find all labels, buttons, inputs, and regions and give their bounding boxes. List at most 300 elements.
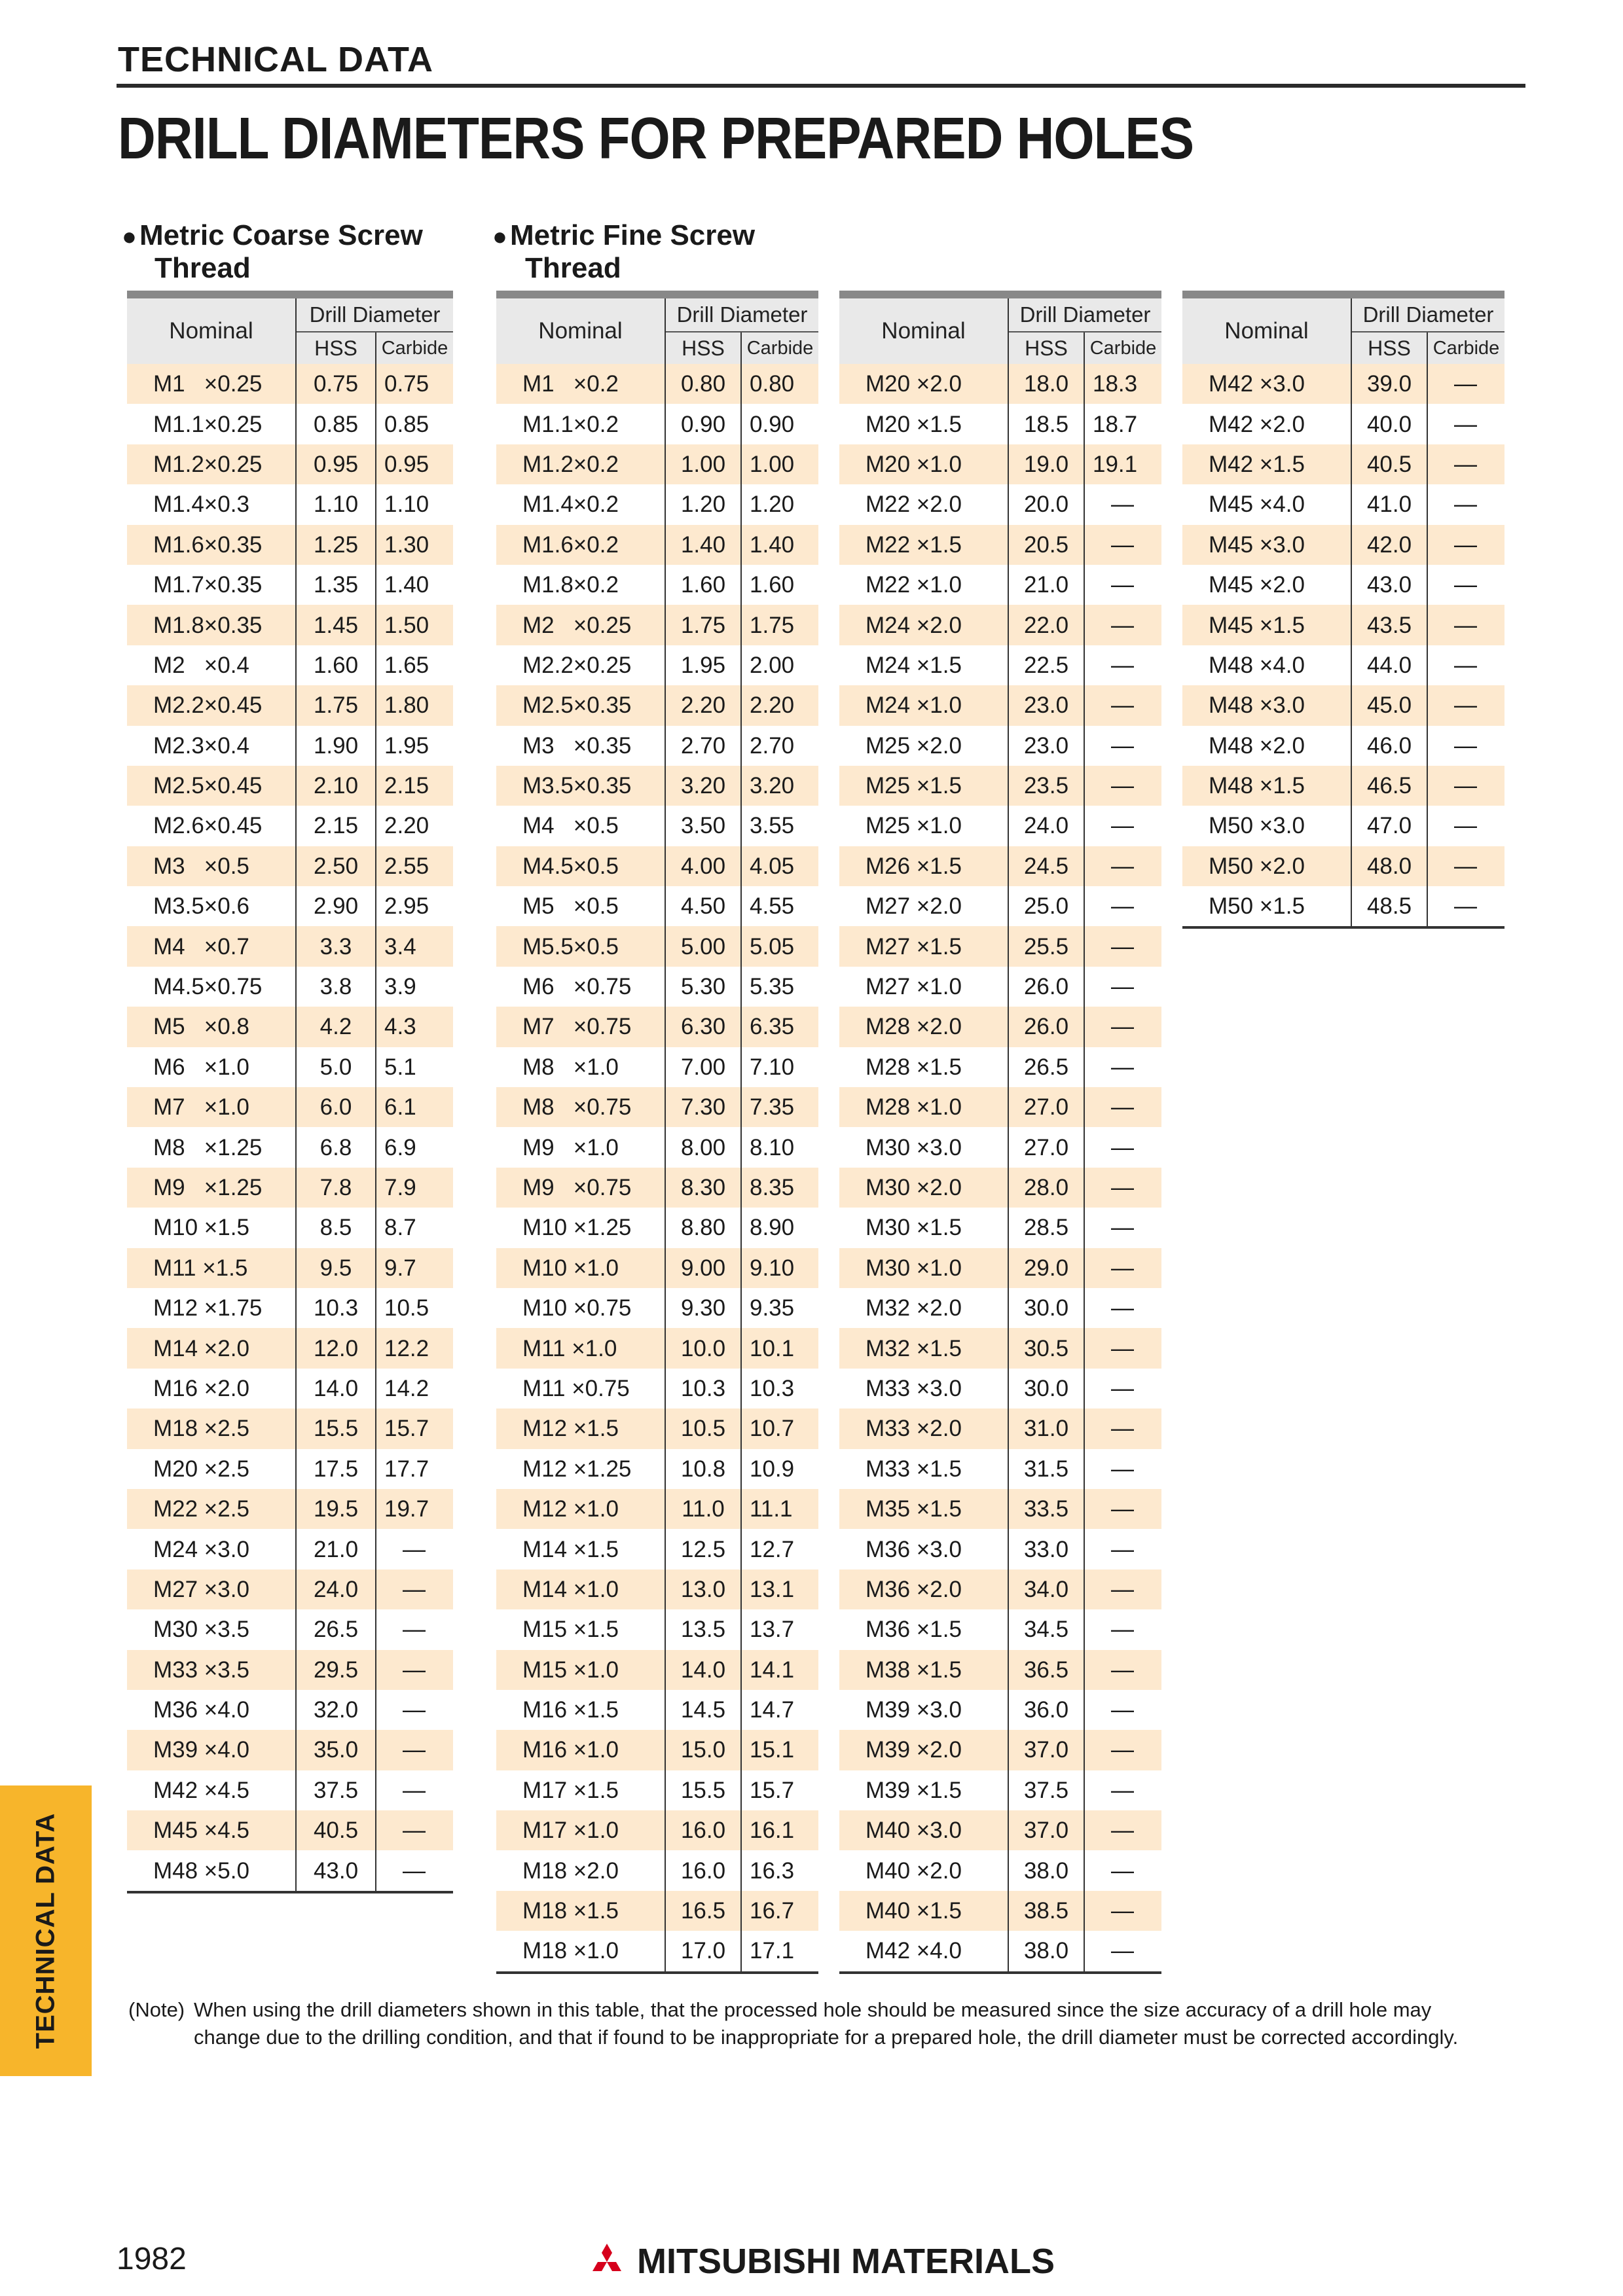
cell-carbide: — [1084, 1690, 1161, 1730]
col-header-nominal: Nominal [496, 295, 665, 364]
cell-hss: 15.5 [665, 1770, 741, 1810]
cell-hss: 10.5 [665, 1408, 741, 1448]
cell-carbide: — [1084, 1288, 1161, 1328]
cell-carbide: 1.30 [376, 525, 453, 565]
table-row [839, 605, 1161, 645]
cell-carbide: — [1084, 1087, 1161, 1127]
table-row [496, 1127, 818, 1167]
cell-carbide: — [1084, 846, 1161, 886]
cell-hss: 3.50 [665, 806, 741, 846]
cell-nominal: M45 ×4.5 [127, 1810, 296, 1850]
cell-nominal: M40 ×1.5 [839, 1891, 1008, 1931]
cell-carbide: 7.10 [741, 1047, 818, 1087]
table-row [127, 1127, 453, 1167]
cell-carbide: 5.1 [376, 1047, 453, 1087]
cell-hss: 24.0 [1008, 806, 1084, 846]
table-row [839, 1047, 1161, 1087]
cell-carbide: — [1427, 645, 1504, 685]
cell-nominal: M39 ×2.0 [839, 1730, 1008, 1770]
cell-nominal: M27 ×1.0 [866, 974, 962, 1000]
cell-nominal: M12 ×1.0 [496, 1489, 665, 1529]
cell-carbide: — [1427, 605, 1504, 645]
cell-hss: 17.5 [296, 1449, 376, 1489]
cell-carbide: 2.00 [741, 645, 818, 685]
col-header-carbide: Carbide [741, 332, 818, 364]
cell-hss: 25.0 [1008, 886, 1084, 926]
table-row [1182, 525, 1504, 565]
cell-carbide: 5.35 [741, 967, 818, 1007]
table-row [127, 1087, 453, 1127]
cell-hss: 8.80 [665, 1208, 741, 1247]
cell-hss: 5.0 [296, 1047, 376, 1087]
cell-nominal: M48 ×3.0 [1182, 685, 1351, 725]
cell-hss: 30.0 [1008, 1288, 1084, 1328]
cell-nominal: M48 ×5.0 [127, 1850, 296, 1892]
cell-hss: 26.5 [296, 1609, 376, 1649]
cell-carbide: — [1084, 1369, 1161, 1408]
cell-nominal: M1.4×0.3 [153, 492, 249, 518]
cell-nominal: M50 ×1.5 [1182, 886, 1351, 927]
cell-hss: 9.00 [665, 1248, 741, 1288]
cell-carbide: — [1084, 1609, 1161, 1649]
cell-nominal: M32 ×2.0 [866, 1295, 962, 1321]
cell-hss: 14.0 [296, 1369, 376, 1408]
cell-carbide: 0.80 [741, 364, 818, 404]
cell-nominal: M39 ×1.5 [866, 1777, 962, 1803]
table-row [839, 1810, 1161, 1850]
cell-nominal: M27 ×2.0 [866, 893, 962, 920]
cell-carbide: 11.1 [741, 1489, 818, 1529]
table-row [1182, 404, 1504, 444]
cell-nominal: M16 ×1.0 [496, 1730, 665, 1770]
cell-nominal: M30 ×1.5 [866, 1215, 962, 1241]
cell-hss: 26.0 [1008, 1007, 1084, 1047]
cell-nominal: M36 ×3.0 [866, 1536, 962, 1562]
cell-carbide: 6.9 [376, 1127, 453, 1167]
table-row [1182, 846, 1504, 886]
cell-nominal: M42 ×4.5 [153, 1777, 249, 1803]
header-rule [117, 84, 1525, 88]
cell-carbide: 2.15 [376, 766, 453, 806]
cell-nominal: M1.8×0.2 [522, 572, 619, 598]
cell-hss: 0.95 [296, 444, 376, 484]
table-row [496, 846, 818, 886]
cell-carbide: 10.9 [741, 1449, 818, 1489]
cell-nominal: M1.1×0.2 [522, 411, 619, 437]
cell-carbide: — [376, 1529, 453, 1569]
cell-nominal: M24 ×1.5 [866, 652, 962, 678]
cell-nominal: M30 ×3.5 [153, 1617, 249, 1643]
cell-nominal: M16 ×2.0 [153, 1375, 249, 1401]
cell-hss: 19.5 [296, 1489, 376, 1529]
cell-nominal: M33 ×3.5 [127, 1650, 296, 1690]
cell-carbide: 18.7 [1084, 404, 1161, 444]
cell-nominal: M42 ×1.5 [1182, 444, 1351, 484]
cell-hss: 32.0 [296, 1690, 376, 1730]
cell-nominal: M28 ×1.0 [839, 1087, 1008, 1127]
cell-hss: 14.0 [665, 1650, 741, 1690]
table-row [1182, 364, 1504, 404]
cell-nominal: M4 ×0.5 [522, 813, 619, 839]
table-row [496, 605, 818, 645]
cell-carbide: — [376, 1810, 453, 1850]
side-tab [0, 1785, 92, 2076]
cell-hss: 7.00 [665, 1047, 741, 1087]
table-row [839, 1007, 1161, 1047]
table-row [496, 806, 818, 846]
table-row [839, 444, 1161, 484]
cell-hss: 1.60 [296, 645, 376, 685]
cell-carbide: 0.85 [376, 404, 453, 444]
table-row [1182, 565, 1504, 605]
table-row [839, 484, 1161, 524]
cell-nominal: M1.7×0.35 [153, 572, 263, 598]
cell-hss: 27.0 [1008, 1127, 1084, 1167]
cell-carbide: — [1084, 685, 1161, 725]
table-row [496, 1369, 818, 1408]
cell-nominal: M30 ×2.0 [839, 1168, 1008, 1208]
cell-carbide: — [1084, 1328, 1161, 1368]
cell-carbide: — [1084, 1248, 1161, 1288]
fine-thread-table-1 [496, 291, 818, 1974]
table-row [127, 1650, 453, 1690]
fine-thread-table-3 [1182, 291, 1504, 929]
side-tab-label: TECHNICAL DATA [31, 1812, 60, 2049]
cell-nominal: M10 ×1.25 [522, 1215, 632, 1241]
cell-carbide: 16.1 [741, 1810, 818, 1850]
cell-carbide: 8.10 [741, 1127, 818, 1167]
table-row [496, 1570, 818, 1609]
table-row [127, 926, 453, 966]
table-row [496, 444, 818, 484]
table-row [496, 1730, 818, 1770]
table-row [127, 1449, 453, 1489]
cell-nominal: M18 ×2.5 [127, 1408, 296, 1448]
table-row [839, 1449, 1161, 1489]
cell-hss: 0.85 [296, 404, 376, 444]
cell-hss: 3.20 [665, 766, 741, 806]
table-row [839, 364, 1161, 404]
table-row [127, 645, 453, 685]
table-row [127, 846, 453, 886]
cell-hss: 38.0 [1008, 1850, 1084, 1890]
cell-carbide: 3.20 [741, 766, 818, 806]
table-row [127, 1730, 453, 1770]
cell-nominal: M48 ×1.5 [1182, 766, 1351, 806]
cell-carbide: — [1427, 806, 1504, 846]
cell-nominal: M38 ×1.5 [839, 1650, 1008, 1690]
cell-hss: 16.0 [665, 1810, 741, 1850]
cell-nominal: M9 ×1.0 [522, 1134, 619, 1160]
cell-carbide: — [1084, 1650, 1161, 1690]
fine-thread-table-2 [839, 291, 1161, 1974]
table-row [839, 1730, 1161, 1770]
cell-hss: 1.45 [296, 605, 376, 645]
coarse-thread-heading: ●Metric Coarse Screw Thread [122, 219, 423, 284]
cell-carbide: 13.7 [741, 1609, 818, 1649]
cell-nominal: M28 ×1.5 [866, 1054, 962, 1080]
cell-nominal: M10 ×0.75 [522, 1295, 632, 1321]
cell-nominal: M22 ×1.0 [866, 572, 962, 598]
cell-carbide: 19.7 [376, 1489, 453, 1529]
cell-carbide: 15.7 [376, 1408, 453, 1448]
col-header-drill-diameter: Drill Diameter [296, 295, 453, 332]
cell-carbide: 2.95 [376, 886, 453, 926]
table-row [496, 1288, 818, 1328]
cell-carbide: — [1084, 926, 1161, 966]
cell-carbide: — [376, 1770, 453, 1810]
cell-hss: 10.3 [665, 1369, 741, 1408]
cell-nominal: M9 ×0.75 [496, 1168, 665, 1208]
table-row [839, 1609, 1161, 1649]
cell-nominal: M7 ×1.0 [127, 1087, 296, 1127]
cell-hss: 43.0 [296, 1850, 376, 1892]
table-row [1182, 806, 1504, 846]
cell-hss: 18.0 [1008, 364, 1084, 404]
cell-carbide: — [1084, 1931, 1161, 1972]
table-row [839, 1087, 1161, 1127]
cell-hss: 8.30 [665, 1168, 741, 1208]
cell-nominal: M30 ×3.0 [866, 1134, 962, 1160]
table-row [496, 1489, 818, 1529]
cell-hss: 5.00 [665, 926, 741, 966]
col-header-carbide: Carbide [1084, 332, 1161, 364]
cell-hss: 29.5 [296, 1650, 376, 1690]
cell-nominal: M22 ×2.0 [866, 492, 962, 518]
table-row [496, 565, 818, 605]
cell-nominal: M10 ×1.5 [153, 1215, 249, 1241]
cell-carbide: 0.75 [376, 364, 453, 404]
cell-nominal: M33 ×1.5 [866, 1456, 962, 1482]
bullet-icon: ● [122, 223, 137, 251]
cell-carbide: — [1084, 1408, 1161, 1448]
cell-hss: 29.0 [1008, 1248, 1084, 1288]
cell-carbide: — [376, 1730, 453, 1770]
table-row [1182, 605, 1504, 645]
cell-nominal: M4.5×0.5 [496, 846, 665, 886]
cell-carbide: — [1427, 766, 1504, 806]
cell-hss: 37.0 [1008, 1810, 1084, 1850]
cell-nominal: M3.5×0.35 [496, 766, 665, 806]
cell-nominal: M27 ×1.5 [839, 926, 1008, 966]
table-row [839, 404, 1161, 444]
cell-nominal: M50 ×3.0 [1209, 813, 1305, 839]
cell-nominal: M30 ×1.0 [839, 1248, 1008, 1288]
cell-hss: 6.30 [665, 1007, 741, 1047]
cell-nominal: M5.5×0.5 [496, 926, 665, 966]
table-row [496, 1208, 818, 1247]
table-row [127, 886, 453, 926]
cell-hss: 26.0 [1008, 967, 1084, 1007]
cell-hss: 40.0 [1351, 404, 1427, 444]
col-header-drill-diameter: Drill Diameter [1008, 295, 1161, 332]
cell-hss: 1.25 [296, 525, 376, 565]
cell-carbide: — [1427, 404, 1504, 444]
table-row [496, 1891, 818, 1931]
cell-carbide: 1.95 [376, 726, 453, 766]
cell-hss: 39.0 [1351, 364, 1427, 404]
cell-nominal: M42 ×4.0 [839, 1931, 1008, 1972]
table-row [496, 967, 818, 1007]
cell-hss: 4.2 [296, 1007, 376, 1047]
cell-carbide: 1.40 [741, 525, 818, 565]
cell-hss: 8.00 [665, 1127, 741, 1167]
note-text: When using the drill diameters shown in this table, that the processed hole should be measured since the size accuracy of a drill hole may change due to the drilling condition, and that if found to be inappropriate for a prepared hole, the drill diameter must be corrected accordingly. [194, 1998, 1459, 2049]
cell-carbide: 9.7 [376, 1248, 453, 1288]
cell-hss: 42.0 [1351, 525, 1427, 565]
table-row [1182, 645, 1504, 685]
table-row [839, 1369, 1161, 1408]
cell-carbide: — [1084, 1449, 1161, 1489]
table-row [127, 1248, 453, 1288]
cell-nominal: M4.5×0.75 [153, 974, 263, 1000]
cell-hss: 2.20 [665, 685, 741, 725]
cell-carbide: 8.35 [741, 1168, 818, 1208]
cell-hss: 12.5 [665, 1529, 741, 1569]
cell-hss: 17.0 [665, 1931, 741, 1972]
table-row [839, 1408, 1161, 1448]
table-row [839, 1208, 1161, 1247]
cell-carbide: — [376, 1609, 453, 1649]
cell-carbide: — [1084, 1850, 1161, 1890]
cell-hss: 46.5 [1351, 766, 1427, 806]
cell-carbide: 2.20 [741, 685, 818, 725]
cell-nominal: M1 ×0.25 [127, 364, 296, 404]
cell-hss: 2.70 [665, 726, 741, 766]
cell-hss: 3.3 [296, 926, 376, 966]
table-row [127, 1208, 453, 1247]
table-row [1182, 444, 1504, 484]
cell-hss: 10.3 [296, 1288, 376, 1328]
cell-hss: 0.80 [665, 364, 741, 404]
table-row [839, 1168, 1161, 1208]
cell-hss: 33.5 [1008, 1489, 1084, 1529]
cell-hss: 13.0 [665, 1570, 741, 1609]
table-row [127, 1770, 453, 1810]
table-row [127, 685, 453, 725]
cell-hss: 3.8 [296, 967, 376, 1007]
table-row [839, 1529, 1161, 1569]
cell-nominal: M5 ×0.8 [127, 1007, 296, 1047]
cell-carbide: 5.05 [741, 926, 818, 966]
cell-nominal: M1.8×0.35 [127, 605, 296, 645]
cell-nominal: M2.3×0.4 [153, 732, 249, 759]
cell-carbide: 14.7 [741, 1690, 818, 1730]
cell-carbide: 1.10 [376, 484, 453, 524]
cell-nominal: M6 ×0.75 [522, 974, 632, 1000]
cell-hss: 2.90 [296, 886, 376, 926]
cell-hss: 44.0 [1351, 645, 1427, 685]
cell-carbide: — [1427, 886, 1504, 927]
cell-hss: 1.10 [296, 484, 376, 524]
table-row [496, 726, 818, 766]
cell-hss: 38.0 [1008, 1931, 1084, 1972]
cell-hss: 40.5 [1351, 444, 1427, 484]
cell-hss: 37.5 [296, 1770, 376, 1810]
cell-carbide: 1.60 [741, 565, 818, 605]
cell-hss: 18.5 [1008, 404, 1084, 444]
cell-hss: 1.95 [665, 645, 741, 685]
cell-carbide: — [1084, 565, 1161, 605]
col-header-carbide: Carbide [376, 332, 453, 364]
table-row [839, 1328, 1161, 1368]
table-row [839, 1288, 1161, 1328]
table-row [839, 685, 1161, 725]
table-row [127, 766, 453, 806]
table-row [839, 1850, 1161, 1890]
cell-nominal: M17 ×1.0 [496, 1810, 665, 1850]
table-row [496, 525, 818, 565]
cell-carbide: 8.7 [376, 1208, 453, 1247]
cell-hss: 38.5 [1008, 1891, 1084, 1931]
cell-hss: 35.0 [296, 1730, 376, 1770]
cell-nominal: M3 ×0.35 [522, 732, 632, 759]
cell-carbide: 18.3 [1084, 364, 1161, 404]
table-row [839, 1248, 1161, 1288]
section-label: TECHNICAL DATA [118, 40, 433, 79]
cell-carbide: 15.7 [741, 1770, 818, 1810]
cell-nominal: M5 ×0.5 [522, 893, 619, 920]
note-label: (Note) [128, 1998, 185, 2021]
cell-carbide: — [1427, 525, 1504, 565]
table-row [496, 926, 818, 966]
table-row [127, 1288, 453, 1328]
cell-nominal: M24 ×1.0 [839, 685, 1008, 725]
cell-nominal: M8 ×1.0 [522, 1054, 619, 1080]
cell-nominal: M27 ×3.0 [127, 1570, 296, 1609]
cell-hss: 24.0 [296, 1570, 376, 1609]
table-row [127, 1047, 453, 1087]
table-row [127, 444, 453, 484]
cell-hss: 33.0 [1008, 1529, 1084, 1569]
cell-carbide: — [1084, 1570, 1161, 1609]
cell-hss: 43.0 [1351, 565, 1427, 605]
cell-carbide: — [1084, 766, 1161, 806]
table-row [839, 846, 1161, 886]
cell-hss: 47.0 [1351, 806, 1427, 846]
table-row [496, 1408, 818, 1448]
cell-nominal: M12 ×1.25 [522, 1456, 632, 1482]
cell-carbide: 0.90 [741, 404, 818, 444]
table-row [127, 1369, 453, 1408]
cell-nominal: M11 ×0.75 [522, 1375, 630, 1401]
cell-nominal: M18 ×2.0 [522, 1857, 619, 1884]
table-row [127, 364, 453, 404]
cell-hss: 1.90 [296, 726, 376, 766]
table-row [496, 1449, 818, 1489]
cell-nominal: M4 ×0.7 [127, 926, 296, 966]
cell-hss: 45.0 [1351, 685, 1427, 725]
table-row [127, 1489, 453, 1529]
cell-nominal: M39 ×4.0 [127, 1730, 296, 1770]
table-row [839, 1570, 1161, 1609]
cell-hss: 30.5 [1008, 1328, 1084, 1368]
page-number: 1982 [117, 2242, 187, 2276]
cell-nominal: M16 ×1.5 [522, 1697, 619, 1723]
cell-nominal: M25 ×1.0 [866, 813, 962, 839]
cell-hss: 1.20 [665, 484, 741, 524]
cell-nominal: M36 ×1.5 [866, 1617, 962, 1643]
table-row [127, 1168, 453, 1208]
table-row [127, 1529, 453, 1569]
cell-nominal: M2.5×0.35 [496, 685, 665, 725]
cell-nominal: M1.4×0.2 [522, 492, 619, 518]
cell-nominal: M24 ×2.0 [839, 605, 1008, 645]
cell-carbide: 10.7 [741, 1408, 818, 1448]
cell-nominal: M2.5×0.45 [127, 766, 296, 806]
cell-nominal: M45 ×2.0 [1209, 572, 1305, 598]
cell-nominal: M20 ×2.0 [839, 364, 1008, 404]
